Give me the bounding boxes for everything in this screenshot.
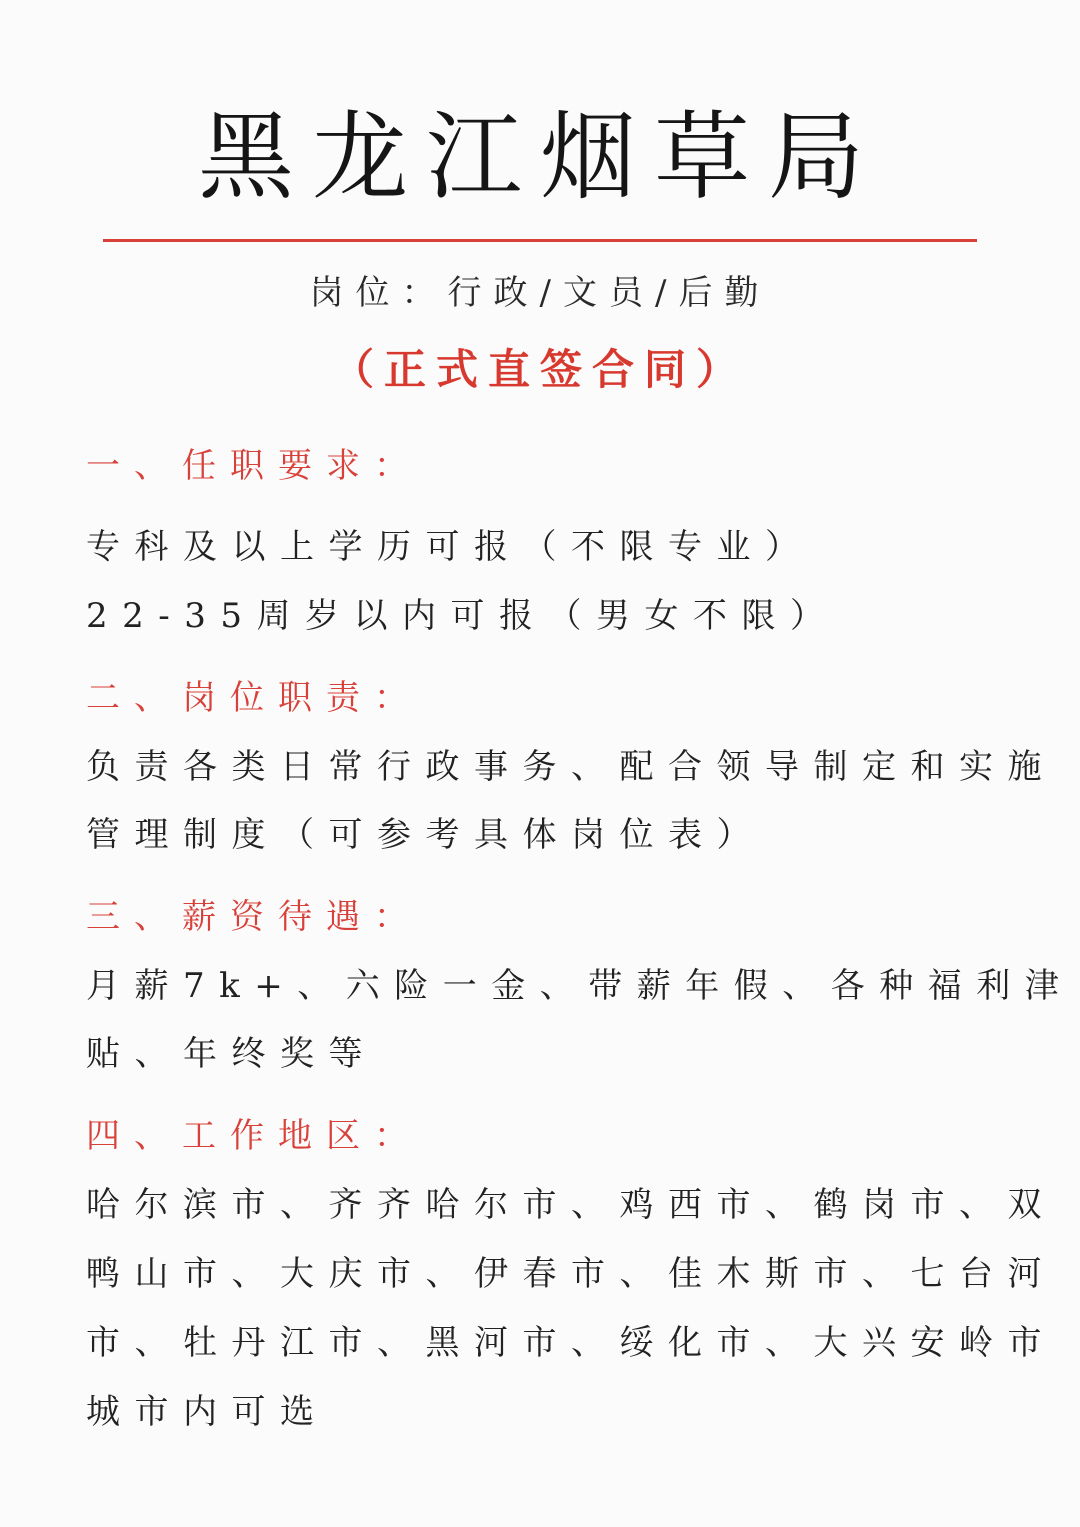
page-title: 黑龙江烟草局 — [198, 101, 882, 213]
requirements-line: 22-35周岁以内可报（男女不限） — [86, 596, 839, 636]
section-heading-requirements: 一、任职要求： — [86, 446, 422, 486]
salary-line: 月薪7k+、六险一金、带薪年假、各种福利津 — [86, 966, 1074, 1006]
section-heading-locations: 四、工作地区： — [86, 1116, 422, 1156]
section-heading-duties: 二、岗位职责： — [86, 678, 422, 718]
position-line: 岗位：行政/文员/后勤 — [309, 273, 771, 313]
locations-line: 哈尔滨市、齐齐哈尔市、鸡西市、鹤岗市、双 — [86, 1185, 1056, 1225]
requirements-line: 专科及以上学历可报（不限专业） — [86, 527, 814, 567]
section-heading-salary: 三、薪资待遇： — [86, 897, 422, 937]
locations-line: 鸭山市、大庆市、伊春市、佳木斯市、七台河 — [86, 1254, 1056, 1294]
duties-line: 管理制度（可参考具体岗位表） — [86, 815, 765, 855]
salary-line: 贴、年终奖等 — [86, 1034, 377, 1074]
title-divider — [103, 239, 977, 242]
locations-line: 城市内可选 — [86, 1392, 329, 1432]
locations-line: 市、牡丹江市、黑河市、绥化市、大兴安岭市 — [86, 1323, 1056, 1363]
duties-line: 负责各类日常行政事务、配合领导制定和实施 — [86, 747, 1056, 787]
contract-note: （正式直签合同） — [331, 345, 748, 394]
